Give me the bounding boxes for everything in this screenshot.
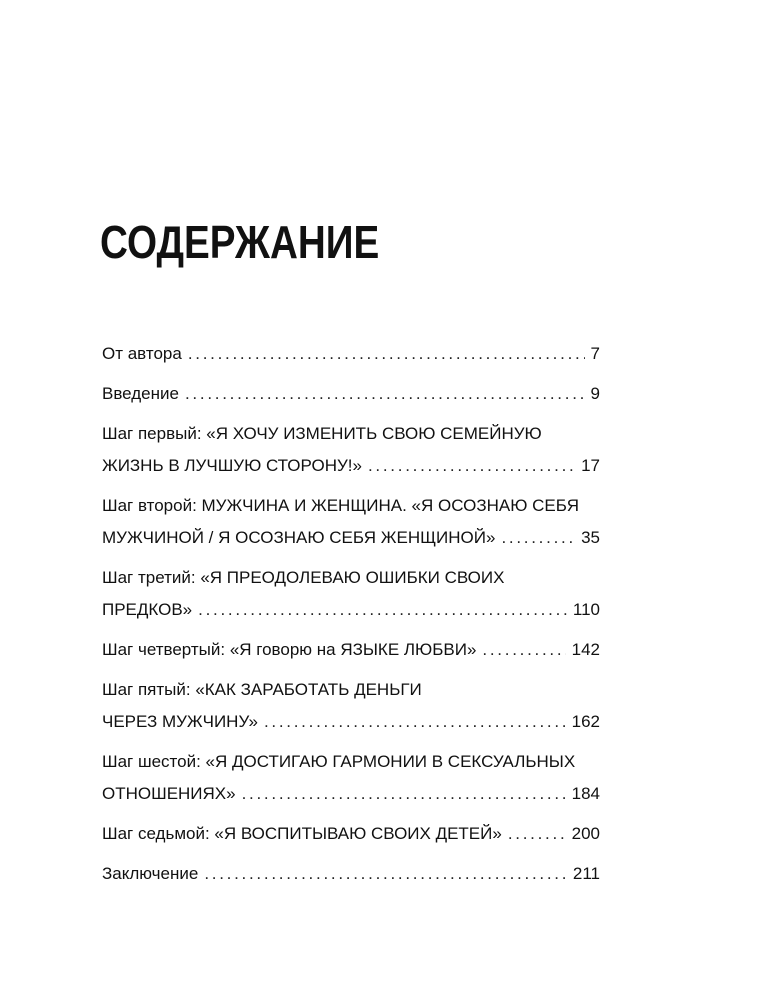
toc-entry[interactable] (102, 490, 600, 554)
toc-entry-line (102, 818, 600, 850)
toc-entry-line (102, 594, 600, 626)
toc-entry-line (102, 418, 600, 450)
toc-page-number: 200 (571, 824, 600, 843)
toc-entry-title-cont: ЧЕРЕЗ МУЖЧИНУ» (102, 712, 258, 731)
dot-leader (508, 818, 566, 850)
toc-entry[interactable] (102, 378, 600, 410)
toc-entry-line (102, 634, 600, 666)
toc-page-number: 9 (590, 384, 600, 403)
toc-entry-line (102, 746, 600, 778)
toc-entry-title: Шаг седьмой: «Я ВОСПИТЫВАЮ СВОИХ ДЕТЕЙ» (102, 824, 502, 843)
toc-entry[interactable] (102, 418, 600, 482)
toc-entry-line (102, 858, 600, 890)
toc-page-number: 35 (581, 528, 600, 547)
toc-entry-title-cont: ЖИЗНЬ В ЛУЧШУЮ СТОРОНУ!» (102, 456, 362, 475)
toc-entry-title: Шаг третий: «Я ПРЕОДОЛЕВАЮ ОШИБКИ СВОИХ (102, 568, 505, 587)
toc-entry-title: Шаг второй: МУЖЧИНА И ЖЕНЩИНА. «Я ОСОЗНАЮ СЕБЯ (102, 496, 579, 515)
toc-entry[interactable] (102, 818, 600, 850)
toc-page-number: 211 (572, 864, 600, 883)
toc-page-number: 17 (581, 456, 600, 475)
dot-leader (368, 450, 575, 482)
toc-entry-title: Шаг четвертый: «Я говорю на ЯЗЫКЕ ЛЮБВИ» (102, 640, 477, 659)
toc-entry-line (102, 450, 600, 482)
toc-entry-line (102, 490, 600, 522)
dot-leader (204, 858, 567, 890)
dot-leader (185, 378, 585, 410)
toc-entry-title: Шаг шестой: «Я ДОСТИГАЮ ГАРМОНИИ В СЕКСУАЛЬНЫХ (102, 752, 576, 771)
toc-entry-line (102, 706, 600, 738)
toc-entry-title-cont: ОТНОШЕНИЯХ» (102, 784, 236, 803)
toc-entry-title: Шаг первый: «Я ХОЧУ ИЗМЕНИТЬ СВОЮ СЕМЕЙНУЮ (102, 424, 542, 443)
dot-leader (188, 338, 585, 370)
toc-entry-line (102, 522, 600, 554)
toc-entry-title: От автора (102, 344, 182, 363)
toc-entry-title-cont: МУЖЧИНОЙ / Я ОСОЗНАЮ СЕБЯ ЖЕНЩИНОЙ» (102, 528, 496, 547)
toc-entry-title: Шаг пятый: «КАК ЗАРАБОТАТЬ ДЕНЬГИ (102, 680, 422, 699)
toc-entry[interactable] (102, 634, 600, 666)
toc-page-number: 162 (571, 712, 600, 731)
dot-leader (501, 522, 575, 554)
toc-page-number: 184 (571, 784, 600, 803)
toc-entry[interactable] (102, 674, 600, 738)
dot-leader (198, 594, 567, 626)
dot-leader (242, 778, 566, 810)
toc-page-number: 110 (572, 600, 600, 619)
toc-entry-title: Заключение (102, 864, 199, 883)
toc-entry[interactable] (102, 746, 600, 810)
toc-entry[interactable] (102, 858, 600, 890)
toc-entry-title-cont: ПРЕДКОВ» (102, 600, 193, 619)
toc-entry-line (102, 674, 600, 706)
toc-entry-line (102, 378, 600, 410)
toc-page-number: 7 (590, 344, 600, 363)
toc-title: СОДЕРЖАНИЕ (100, 216, 380, 268)
toc-entry-line (102, 778, 600, 810)
toc-entry-line (102, 338, 600, 370)
toc-entry[interactable] (102, 562, 600, 626)
toc-entry[interactable] (102, 338, 600, 370)
toc-page-number: 142 (571, 640, 600, 659)
toc-entry-title: Введение (102, 384, 179, 403)
toc-entry-line (102, 562, 600, 594)
dot-leader (264, 706, 566, 738)
table-of-contents (102, 338, 600, 898)
dot-leader (482, 634, 565, 666)
